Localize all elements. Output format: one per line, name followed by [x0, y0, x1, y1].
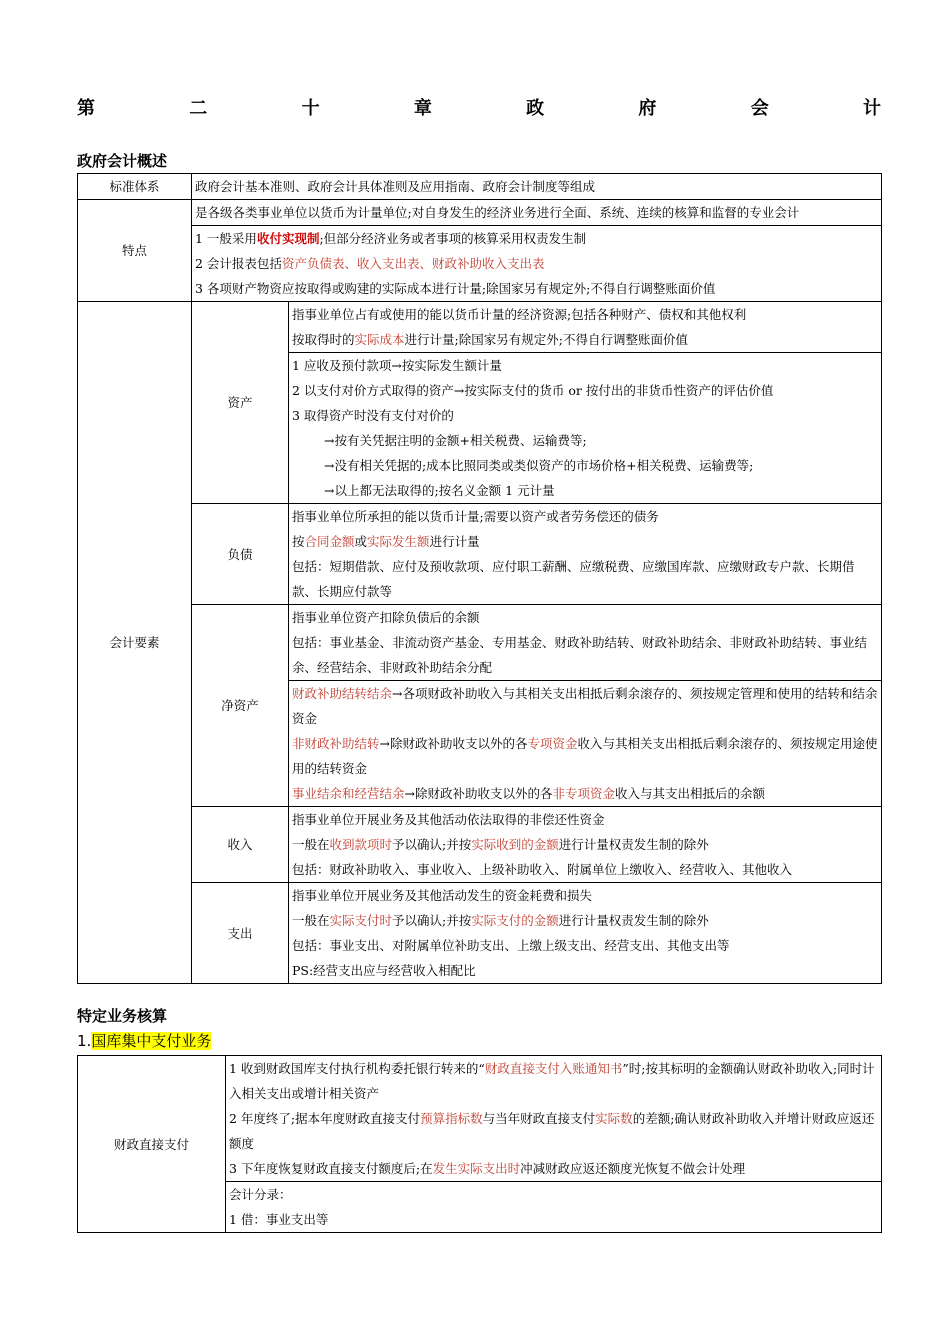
- table-row: [78, 226, 882, 302]
- expense-label: 支出: [192, 883, 289, 984]
- title-char: 计: [862, 98, 881, 119]
- feature-item: 1 一般采用收付实现制;但部分经济业务或者事项的核算采用权责发生制: [195, 231, 587, 246]
- feature-label: 特点: [78, 200, 192, 302]
- expense-def: 指事业单位开展业务及其他活动发生的资金耗费和损失 一般在实际支付时予以确认;并按实际支付的金额进行计量权责发生制的除外 包括：事业支出、对附属单位补助支出、上缴上级支出、经营支出、其他支出等 PS:经营支出应与经营收入相配比: [289, 883, 882, 984]
- title-char: 会: [750, 98, 769, 119]
- title-char: 第: [77, 98, 95, 119]
- chapter-title: [77, 94, 881, 120]
- net-def: 指事业单位资产扣除负债后的余额 包括：事业基金、非流动资产基金、专用基金、财政补助结转、财政补助结余、非财政补助结转、事业结余、经营结余、非财政补助结余分配: [289, 605, 882, 681]
- table-row: [78, 1056, 882, 1182]
- elements-label: 会计要素: [78, 302, 192, 984]
- feature-item: 2 会计报表包括资产负债表、收入支出表、财政补助收入支出表: [195, 256, 545, 271]
- std-label: 标准体系: [78, 174, 192, 200]
- income-label: 收入: [192, 807, 289, 883]
- overview-table: [77, 173, 882, 984]
- section-heading-overview: 政府会计概述: [77, 152, 168, 170]
- asset-measure: 1 应收及预付款项→按实际发生额计量 2 以支付对价方式取得的资产→按实际支付的货币 or 按付出的非货币性资产的评估价值 3 取得资产时没有支付对价的 →按有关凭据注明的金额+相关税费、运输费等; →没有相关凭据的;成本比照同类或类似资产的市场价格+相关税费、运输费等; →以上都无法取得的;按名义金额 1 元计量: [289, 353, 882, 504]
- std-text: 政府会计基本准则、政府会计具体准则及应用指南、政府会计制度等组成: [192, 174, 882, 200]
- table-row: [78, 807, 882, 883]
- liab-def: 指事业单位所承担的能以货币计量;需要以资产或者劳务偿还的债务 按合同金额或实际发生额进行计量 包括：短期借款、应付及预收款项、应付职工薪酬、应缴税费、应缴国库款、应缴财政专户款、长期借款、长期应付款等: [289, 504, 882, 605]
- feature-item: 3 各项财产物资应按取得或购建的实际成本进行计量;除国家另有规定外;不得自行调整账面价值: [195, 281, 716, 296]
- direct-payment-table: [77, 1055, 882, 1233]
- table-row: [78, 504, 882, 605]
- title-char: 府: [638, 98, 657, 119]
- table-row: [78, 605, 882, 681]
- direct-rules: 1 收到财政国库支付执行机构委托银行转来的“财政直接支付入账通知书”时;按其标明的金额确认财政补助收入;同时计入相关支出或增计相关资产 2 年度终了;据本年度财政直接支付预算指标数与当年财政直接支付实际数的差额;确认财政补助收入并增计财政应返还额度 3 下年度恢复财政直接支付额度后;在发生实际支出时冲减财政应返还额度光恢复不做会计处理: [226, 1056, 882, 1182]
- net-label: 净资产: [192, 605, 289, 807]
- section-heading-special: 特定业务核算: [77, 1007, 168, 1025]
- title-char: 二: [189, 98, 208, 119]
- net-detail: 财政补助结转结余→各项财政补助收入与其相关支出相抵后剩余滚存的、须按规定管理和使用的结转和结余资金 非财政补助结转→除财政补助收支以外的各专项资金收入与其相关支出相抵后剩余滚存的、须按规定用途使用的结转资金 事业结余和经营结余→除财政补助收支以外的各非专项资金收入与其支出相抵后的余额: [289, 681, 882, 807]
- table-row: [78, 174, 882, 200]
- subsection-heading: 1.国库集中支付业务: [77, 1032, 212, 1050]
- income-def: 指事业单位开展业务及其他活动依法取得的非偿还性资金 一般在收到款项时予以确认;并按实际收到的金额进行计量权责发生制的除外 包括：财政补助收入、事业收入、上级补助收入、附属单位上缴收入、经营收入、其他收入: [289, 807, 882, 883]
- liab-label: 负债: [192, 504, 289, 605]
- highlighted-title: 国库集中支付业务: [91, 1032, 212, 1050]
- asset-label: 资产: [192, 302, 289, 504]
- title-char: 政: [526, 98, 545, 119]
- title-char: 十: [301, 98, 320, 119]
- title-char: 章: [413, 98, 432, 119]
- table-row: [78, 302, 882, 353]
- asset-def: 指事业单位占有或使用的能以货币计量的经济资源;包括各种财产、债权和其他权利 按取得时的实际成本进行计量;除国家另有规定外;不得自行调整账面价值: [289, 302, 882, 353]
- table-row: [78, 883, 882, 984]
- direct-entries: 会计分录： 1 借：事业支出等: [226, 1182, 882, 1233]
- feature-desc: 是各级各类事业单位以货币为计量单位;对自身发生的经济业务进行全面、系统、连续的核算和监督的专业会计: [192, 200, 882, 226]
- direct-label: 财政直接支付: [78, 1056, 226, 1233]
- table-row: [78, 200, 882, 226]
- feature-list: [192, 226, 882, 302]
